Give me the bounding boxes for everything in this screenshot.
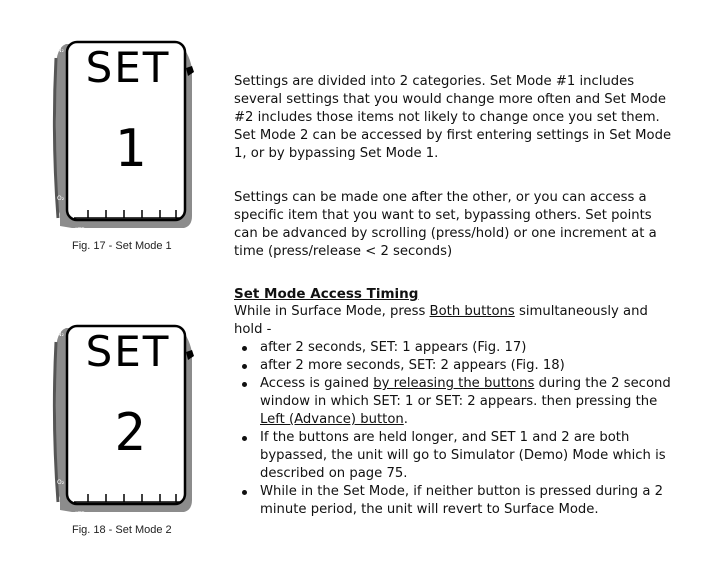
n2-label: N₂ (57, 47, 64, 54)
bullet-underlined: by releasing the buttons (373, 376, 535, 391)
bullet-text: . (403, 412, 408, 427)
figure-caption-18: Fig. 18 - Set Mode 2 (72, 524, 172, 536)
o2-label: O₂ (57, 479, 65, 486)
bullet-item: If the buttons are held longer, and SET 1 and 2 are both bypassed, the unit will go to Simulator (Demo) Mode which is described on page 75. (260, 429, 674, 483)
figure-caption-17: Fig. 17 - Set Mode 1 (72, 240, 172, 252)
bullet-text: Access is gained (260, 376, 374, 391)
bullet-item: after 2 seconds, SET: 1 appears (Fig. 17) (260, 339, 674, 357)
bullet-text: during the 2 second window in which SET: 1 or SET: 2 appears. then pressing the (260, 376, 671, 409)
o2-label: O₂ (57, 195, 65, 202)
paragraph-settings-categories: Settings are divided into 2 categories. Set Mode #1 includes several settings that you would change more often and Set Mode #2 includes those items not likely to change once you set them. Set Mode 2 can be accessed by first entering settings in Set Mode 1, or by bypassing Set Mode 1. (234, 74, 672, 161)
paragraph-settings-advance: Settings can be made one after the other, or you can access a specific item that you want to set, bypassing others. Set points can be advanced by scrolling (press/hold) or one increment at a time (press/release < 2 seconds) (234, 190, 657, 259)
section-set-mode-access-timing (234, 285, 674, 519)
bullet-underlined: Left (Advance) button (260, 412, 404, 427)
lcd-mode-number: 1 (114, 119, 146, 179)
timing-bullet-list (234, 339, 674, 519)
lcd-set-text: SET (85, 327, 171, 376)
n2-label: N₂ (57, 331, 64, 338)
lcd-mode-number: 2 (114, 403, 146, 463)
bullet-item: after 2 more seconds, SET: 2 appears (Fig. 18) (260, 357, 674, 375)
bullet-item: While in the Set Mode, if neither button is pressed during a 2 minute period, the unit will revert to Surface Mode. (260, 483, 674, 519)
atr-label: ATR (74, 227, 86, 234)
intro-text-a: While in Surface Mode, press (234, 304, 430, 319)
atr-label: ATR (74, 511, 86, 518)
section-intro (234, 303, 674, 339)
section-heading: Set Mode Access Timing (234, 286, 419, 302)
dive-computer-display-illustration (52, 38, 200, 234)
dive-computer-display-illustration (52, 322, 200, 518)
dive-computer-figure-set-mode-1 (52, 38, 200, 234)
intro-both-buttons: Both buttons (429, 304, 515, 319)
intro-text-b: simultaneously and hold - (234, 304, 648, 337)
bullet-item (260, 375, 674, 429)
dive-computer-figure-set-mode-2 (52, 322, 200, 518)
lcd-set-text: SET (85, 43, 171, 92)
